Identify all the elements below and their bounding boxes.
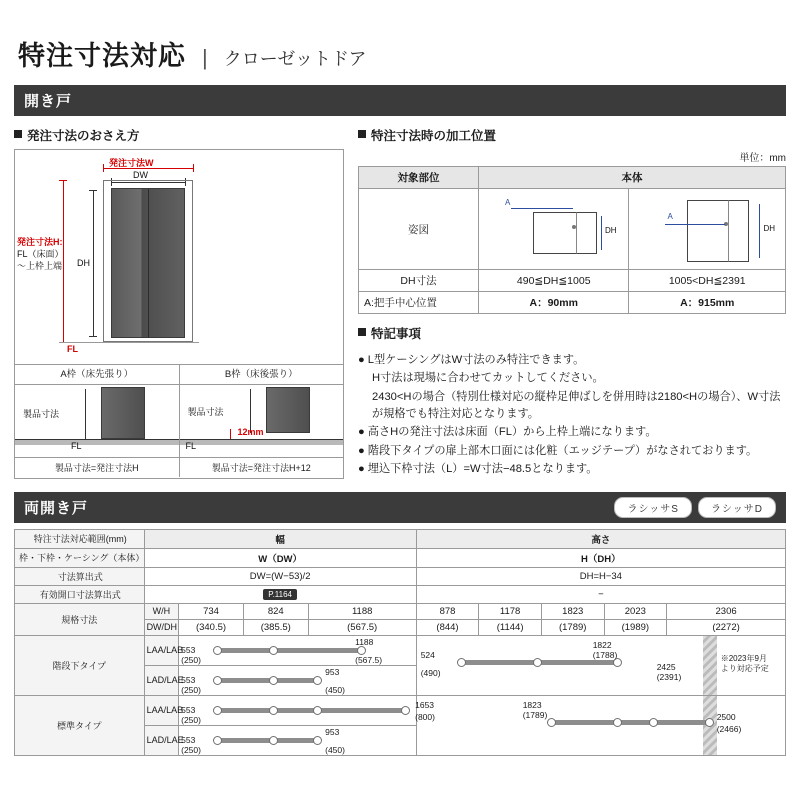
header-divider: | — [202, 45, 208, 70]
td-type-std-label: 標準タイプ — [15, 695, 145, 755]
td-dh-right: 1005<DH≦2391 — [629, 270, 786, 292]
bar-h-max-sub: (2466) — [716, 723, 742, 734]
td-type-stair-label: 階段下タイプ — [15, 635, 145, 695]
td-frame-label: 枠・下枠・ケーシング（本体） — [15, 548, 145, 567]
bar-knob-mid — [269, 646, 278, 655]
processing-position-table — [358, 166, 786, 314]
label-dh: DH — [77, 258, 90, 268]
notes-list — [358, 352, 786, 479]
td-a-right: A：915mm — [629, 292, 786, 314]
notes-heading-text: 特記事項 — [371, 327, 422, 341]
dh-line — [93, 190, 94, 336]
bar-h-max-value: 2425 — [656, 661, 676, 672]
tag-lasissa-s: ラシッサS — [614, 497, 691, 518]
door-panel — [111, 188, 185, 338]
bar-max-sub: (450) — [325, 684, 345, 695]
bar-max-value: 953 — [325, 666, 340, 677]
label-fl-a: FL — [71, 441, 82, 451]
bar-h-min-value: 1823 — [522, 699, 542, 710]
label-gap: 12mm — [237, 427, 264, 437]
bar-track-h — [549, 720, 711, 725]
bar-track — [215, 678, 321, 683]
bar-max-sub: (450) — [325, 744, 345, 755]
th-body: 本体 — [479, 167, 786, 189]
bar-min-sub: (250) — [181, 714, 201, 725]
bar-knob-min — [213, 736, 222, 745]
page-ref-badge[interactable]: P.1164 — [263, 589, 297, 600]
bottom-table-wrap — [14, 529, 786, 756]
bar-knob-h-mid — [613, 718, 622, 727]
bar-knob-h-mid — [533, 658, 542, 667]
lower-half-b — [180, 385, 344, 457]
td-spec-label: 規格寸法 — [15, 603, 145, 635]
note-bullet: ● — [358, 354, 365, 366]
order-dimension-diagram — [14, 149, 344, 479]
left-column — [14, 126, 344, 480]
bar-knob-mid1 — [269, 706, 278, 715]
table-head-row — [359, 167, 786, 189]
bar-track — [215, 648, 365, 653]
right-column — [358, 126, 786, 480]
th-width: 幅 — [144, 529, 416, 548]
th-part: 対象部位 — [359, 167, 479, 189]
td-figure-left — [479, 189, 629, 270]
td-h-5: 2306 — [667, 603, 786, 619]
td-dwdh-label: DW/DH — [144, 619, 179, 635]
range-sym-row — [15, 548, 786, 567]
bar-max-value: 1188 — [355, 636, 374, 647]
bar-min-sub: (250) — [181, 744, 201, 755]
bar-min-sub: (250) — [181, 684, 201, 695]
content-columns — [14, 126, 786, 480]
td-dh-4: (1989) — [604, 619, 667, 635]
note-item — [372, 389, 786, 424]
td-opening-label: 有効開口寸法算出式 — [15, 585, 145, 603]
bar-max-sub: (800) — [415, 711, 435, 722]
bar-stair-w-1 — [179, 635, 417, 665]
lower-col1-foot: 製品寸法=発注寸法H — [15, 458, 180, 477]
td-figure-label: 姿図 — [359, 189, 479, 270]
bar-h-max-value: 2500 — [716, 711, 736, 722]
floor-line-a — [15, 439, 179, 440]
bar-h-min-sub: (1789) — [522, 709, 548, 720]
note-item — [358, 424, 786, 441]
note-bullet: ● — [358, 444, 365, 457]
right-heading-text: 特注寸法時の加工位置 — [371, 129, 497, 143]
page-subtitle: クローゼットドア — [223, 49, 367, 69]
td-a-label: A:把手中心位置 — [359, 292, 479, 314]
page-header — [14, 0, 786, 81]
bar-std-w-1 — [179, 695, 435, 725]
bar-stair-h — [416, 635, 785, 695]
bar-h-max-sub: (2391) — [656, 671, 682, 682]
td-wh-label: W/H — [144, 603, 179, 619]
notes-heading — [358, 324, 786, 342]
bar-knob-mid — [269, 736, 278, 745]
bullet-square-icon — [14, 130, 22, 138]
fig-right-a-label: A — [667, 212, 673, 221]
diagram-upper — [15, 150, 343, 365]
note-text: 埋込下枠寸法（L）=W寸法−48.5となります。 — [367, 463, 598, 476]
type-stair-row-1 — [15, 635, 786, 665]
note-item — [358, 443, 786, 460]
red-height-tick-top — [59, 180, 67, 181]
red-width-tick-right — [193, 164, 194, 172]
fig-left-dh-label: DH — [605, 226, 617, 235]
td-formula-label: 寸法算出式 — [15, 567, 145, 585]
bar-max-value: 1653 — [415, 699, 435, 710]
bar-h-min-value: 524 — [420, 649, 435, 660]
bar-knob-h-max — [705, 718, 714, 727]
bar-stair-w-2 — [179, 665, 417, 695]
td-w-2: 824 — [243, 603, 308, 619]
label-order-height — [17, 236, 64, 272]
table-figure-row — [359, 189, 786, 270]
bar-knob-h-min — [457, 658, 466, 667]
range-head-row — [15, 529, 786, 548]
lower-footers — [15, 457, 343, 477]
note-item — [372, 370, 786, 387]
left-heading-text: 発注寸法のおさえ方 — [27, 129, 140, 143]
note-text: H寸法は現場に合わせてカットしてください。 — [372, 372, 604, 385]
section2-label: 両開き戸 — [24, 499, 89, 517]
diagram-lower — [15, 365, 343, 478]
gap-tick — [230, 429, 231, 439]
bar-min-value: 553 — [181, 674, 196, 685]
hatch-marker — [703, 636, 717, 695]
fig-left-a-line — [511, 208, 573, 209]
note-bullet: ● — [358, 426, 365, 439]
label-order-width: 発注寸法W — [109, 158, 154, 168]
lower-col2-head: B枠（床後張り） — [224, 369, 298, 380]
td-range-label: 特注寸法対応範囲(mm) — [15, 529, 145, 548]
table-dh-row — [359, 270, 786, 292]
td-dw-3: (567.5) — [308, 619, 416, 635]
mini-door-a — [101, 387, 145, 439]
td-dh-5: (2272) — [667, 619, 786, 635]
label-fl-b: FL — [185, 441, 197, 451]
note-bullet: ● — [358, 463, 365, 476]
td-dh-label: DH寸法 — [359, 270, 479, 292]
spec-wh-row — [15, 603, 786, 619]
label-fl: FL — [67, 344, 78, 354]
note-text: 2430<Hの場合（特別仕様対応の縦枠足伸ばしを併用時は2180<Hの場合）、W寸法が規格でも特注対応となります。 — [372, 390, 781, 421]
td-a-left: A：90mm — [479, 292, 629, 314]
floor-line-b — [180, 439, 344, 440]
fig-right-a-line — [665, 224, 725, 225]
td-dh-1: (844) — [416, 619, 479, 635]
tag-lasissa-d: ラシッサD — [698, 497, 776, 518]
bar-h-mid-value: 1822 — [592, 639, 612, 650]
bar-h-min-sub: (490) — [420, 667, 441, 678]
td-w-opening — [144, 585, 416, 603]
bar-h-mid-sub: (1788) — [592, 649, 618, 660]
bar-min-value: 553 — [181, 734, 196, 745]
mini-door-b — [266, 387, 310, 433]
note-item — [358, 461, 786, 478]
td-h-2: 1178 — [479, 603, 542, 619]
td-h-3: 1823 — [541, 603, 604, 619]
td-w-sym: W（DW） — [144, 548, 416, 567]
label-dw: DW — [133, 170, 148, 180]
figure-right — [631, 192, 783, 266]
label-fl-note1: FL（床面） — [17, 249, 64, 260]
fig-right-dh-label: DH — [763, 224, 776, 233]
table-a-row — [359, 292, 786, 314]
label-order-height-main: 発注寸法H: — [17, 237, 63, 247]
left-heading — [14, 126, 344, 144]
bar-knob-h-mid2 — [649, 718, 658, 727]
bar-knob-min — [213, 676, 222, 685]
lower-col1-head: A枠（床先張り） — [15, 365, 180, 384]
red-width-tick-left — [103, 164, 104, 172]
bar-knob-max — [357, 646, 366, 655]
note-text: L型ケーシングはW寸法のみ特注できます。 — [367, 354, 585, 366]
td-figure-right — [629, 189, 786, 270]
bar-track — [215, 738, 321, 743]
section-bar-ryoubiraki — [14, 492, 786, 523]
th-height: 高さ — [416, 529, 785, 548]
bar-min-value: 553 — [181, 704, 196, 715]
td-w-formula: DW=(W−53)/2 — [144, 567, 416, 585]
td-h-sym: H（DH） — [416, 548, 785, 567]
bar-h-note: ※2023年9月より対応予定 — [720, 653, 769, 673]
right-heading — [358, 126, 786, 144]
figure-left — [481, 192, 626, 266]
td-dh-2: (1144) — [479, 619, 542, 635]
bar-knob-max — [313, 676, 322, 685]
td-stair-sub-1: LAA/LAB — [144, 635, 179, 665]
td-stair-sub-2: LAD/LAE — [144, 665, 179, 695]
fig-right-panel — [687, 200, 729, 262]
bar-knob-max — [313, 736, 322, 745]
type-std-row-1 — [15, 695, 786, 725]
label-product-dim-a: 製品寸法 — [23, 409, 60, 419]
td-dh-3: (1789) — [541, 619, 604, 635]
dh-tick-bottom — [89, 336, 97, 337]
label-fl-note2: 〜上枠上端 — [17, 261, 63, 272]
lower-half-a — [15, 385, 180, 457]
bar-track — [215, 708, 409, 713]
series-tags — [614, 497, 776, 518]
td-h-1: 878 — [416, 603, 479, 619]
td-dw-2: (385.5) — [243, 619, 308, 635]
note-text: 高さHの発注寸法は床面（FL）から上枠上端になります。 — [367, 426, 657, 439]
bar-max-sub: (567.5) — [355, 654, 383, 665]
unit-note: 単位：mm — [739, 153, 786, 164]
fig-left-dh-line — [601, 216, 602, 250]
range-formula-row — [15, 567, 786, 585]
td-h-4: 2023 — [604, 603, 667, 619]
lower-col2-foot: 製品寸法=発注寸法H+12 — [211, 463, 311, 473]
td-w-3: 1188 — [308, 603, 416, 619]
page-title: 特注寸法対応 — [18, 41, 186, 71]
bullet-square-icon-2 — [358, 130, 366, 138]
bar-max-value: 953 — [325, 726, 340, 737]
bar-min-value: 553 — [181, 644, 196, 655]
bar-knob-min — [213, 706, 222, 715]
dh-tick-top — [89, 190, 97, 191]
td-dw-1: (340.5) — [179, 619, 244, 635]
bar-knob-h-min — [547, 718, 556, 727]
td-h-opening: − — [416, 585, 785, 603]
prod-dim-line-a — [85, 389, 86, 439]
range-opening-row — [15, 585, 786, 603]
td-std-sub-1: LAA/LAB — [144, 695, 179, 725]
fig-left-handle-dot — [572, 225, 576, 229]
note-item — [358, 352, 786, 369]
bar-knob-max — [401, 706, 410, 715]
label-product-dim-b: 製品寸法 — [187, 407, 224, 417]
td-w-1: 734 — [179, 603, 244, 619]
fig-left-panel — [533, 212, 577, 254]
bar-std-h — [416, 695, 785, 755]
td-dh-left: 490≦DH≦1005 — [479, 270, 629, 292]
section-bar-hiraki: 開き戸 — [14, 85, 786, 116]
bar-min-sub: (250) — [181, 654, 201, 665]
lower-headers — [15, 365, 343, 385]
note-text: 階段下タイプの扉上部木口面には化粧（エッジテープ）がなされております。 — [367, 444, 758, 457]
bar-knob-min — [213, 646, 222, 655]
lower-body — [15, 385, 343, 457]
size-range-table — [14, 529, 786, 756]
fig-right-dh-line — [759, 204, 760, 258]
bar-knob-mid — [269, 676, 278, 685]
bar-std-w-2 — [179, 725, 417, 755]
bullet-square-icon-3 — [358, 328, 366, 336]
td-std-sub-2: LAD/LAE — [144, 725, 179, 755]
fig-left-a-label: A — [505, 198, 511, 207]
td-h-formula: DH=H−34 — [416, 567, 785, 585]
bar-knob-mid2 — [313, 706, 322, 715]
fl-line — [59, 342, 199, 343]
